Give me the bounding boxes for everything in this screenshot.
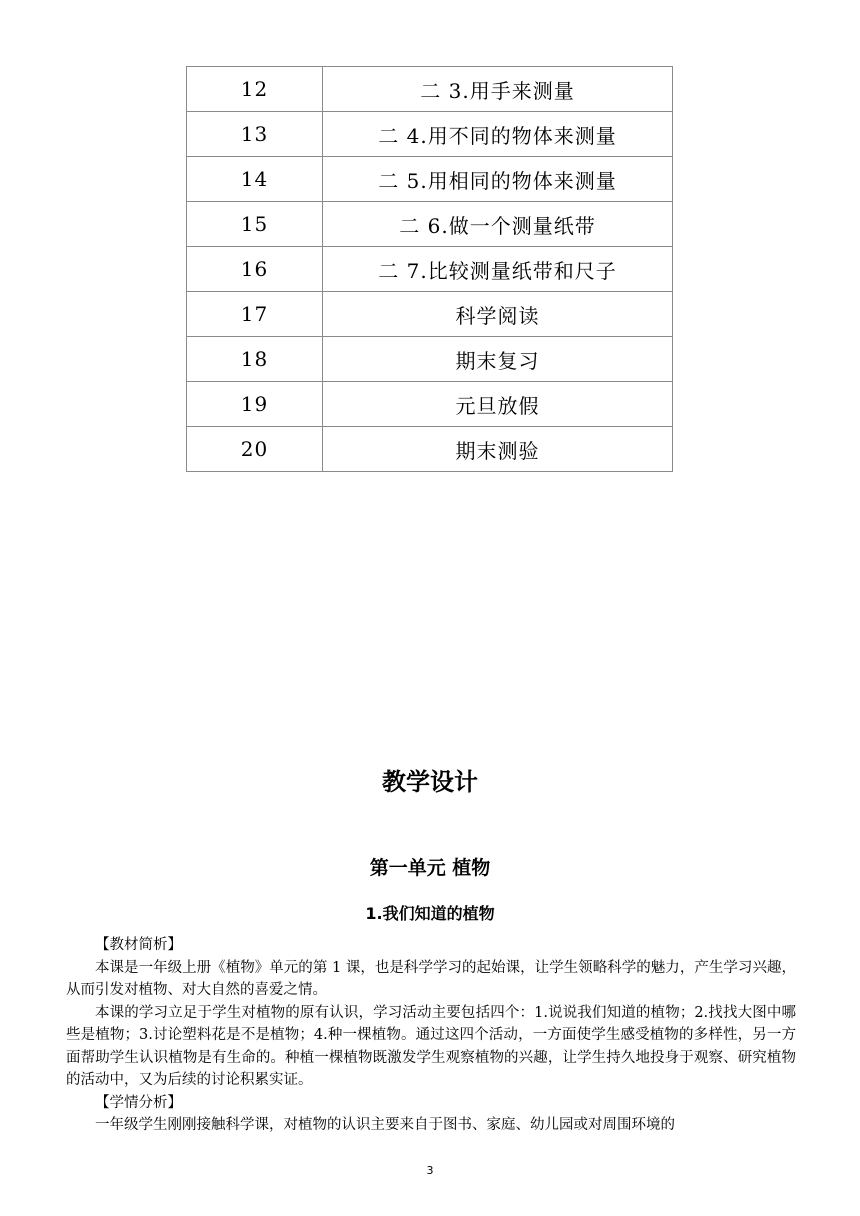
table-row [187, 112, 673, 157]
document-title: 教学设计 [382, 768, 478, 796]
table-row [187, 67, 673, 112]
lesson-content-cell: 二 3.用手来测量 [323, 67, 673, 112]
week-number-cell: 12 [187, 67, 323, 112]
table-row [187, 427, 673, 472]
week-number-cell: 19 [187, 382, 323, 427]
lesson-content-cell: 期末测验 [323, 427, 673, 472]
unit-title: 第一单元 植物 [369, 857, 491, 879]
table-row [187, 382, 673, 427]
body-paragraph: 本课的学习立足于学生对植物的原有认识，学习活动主要包括四个：1.说说我们知道的植物；2.找找大图中哪些是植物；3.讨论塑料花是不是植物；4.种一棵植物。通过这四个活动，一方面使学生感受植物的多样性，另一方面帮助学生认识植物是有生命的。种植一棵植物既激发学生观察植物的兴趣，让学生持久地投身于观察、研究植物的活动中，又为后续的讨论积累实证。 [66, 1004, 796, 1088]
page-number: 3 [426, 1164, 434, 1177]
lesson-content-cell: 二 6.做一个测量纸带 [323, 202, 673, 247]
table-row [187, 337, 673, 382]
body-paragraph: 【教材简析】 [95, 937, 182, 953]
body-paragraph: 一年级学生刚刚接触科学课，对植物的认识主要来自于图书、家庭、幼儿园或对周围环境的 [95, 1117, 675, 1133]
lesson-content-cell: 二 5.用相同的物体来测量 [323, 157, 673, 202]
week-number-cell: 18 [187, 337, 323, 382]
table-row [187, 202, 673, 247]
week-number-cell: 15 [187, 202, 323, 247]
schedule-table [186, 66, 673, 472]
lesson-content-cell: 元旦放假 [323, 382, 673, 427]
week-number-cell: 16 [187, 247, 323, 292]
lesson-content-cell: 二 4.用不同的物体来测量 [323, 112, 673, 157]
lesson-body [66, 934, 796, 1137]
body-paragraph: 本课是一年级上册《植物》单元的第 1 课，也是科学学习的起始课，让学生领略科学的魅力，产生学习兴趣，从而引发对植物、对大自然的喜爱之情。 [66, 959, 796, 998]
body-paragraph: 【学情分析】 [95, 1094, 182, 1111]
lesson-content-cell: 二 7.比较测量纸带和尺子 [323, 247, 673, 292]
lesson-content-cell: 科学阅读 [323, 292, 673, 337]
table-row [187, 157, 673, 202]
lesson-title: 1.我们知道的植物 [365, 904, 495, 923]
week-number-cell: 17 [187, 292, 323, 337]
table-row [187, 247, 673, 292]
lesson-content-cell: 期末复习 [323, 337, 673, 382]
schedule-table-body [187, 67, 673, 472]
table-row [187, 292, 673, 337]
week-number-cell: 20 [187, 427, 323, 472]
week-number-cell: 13 [187, 112, 323, 157]
week-number-cell: 14 [187, 157, 323, 202]
